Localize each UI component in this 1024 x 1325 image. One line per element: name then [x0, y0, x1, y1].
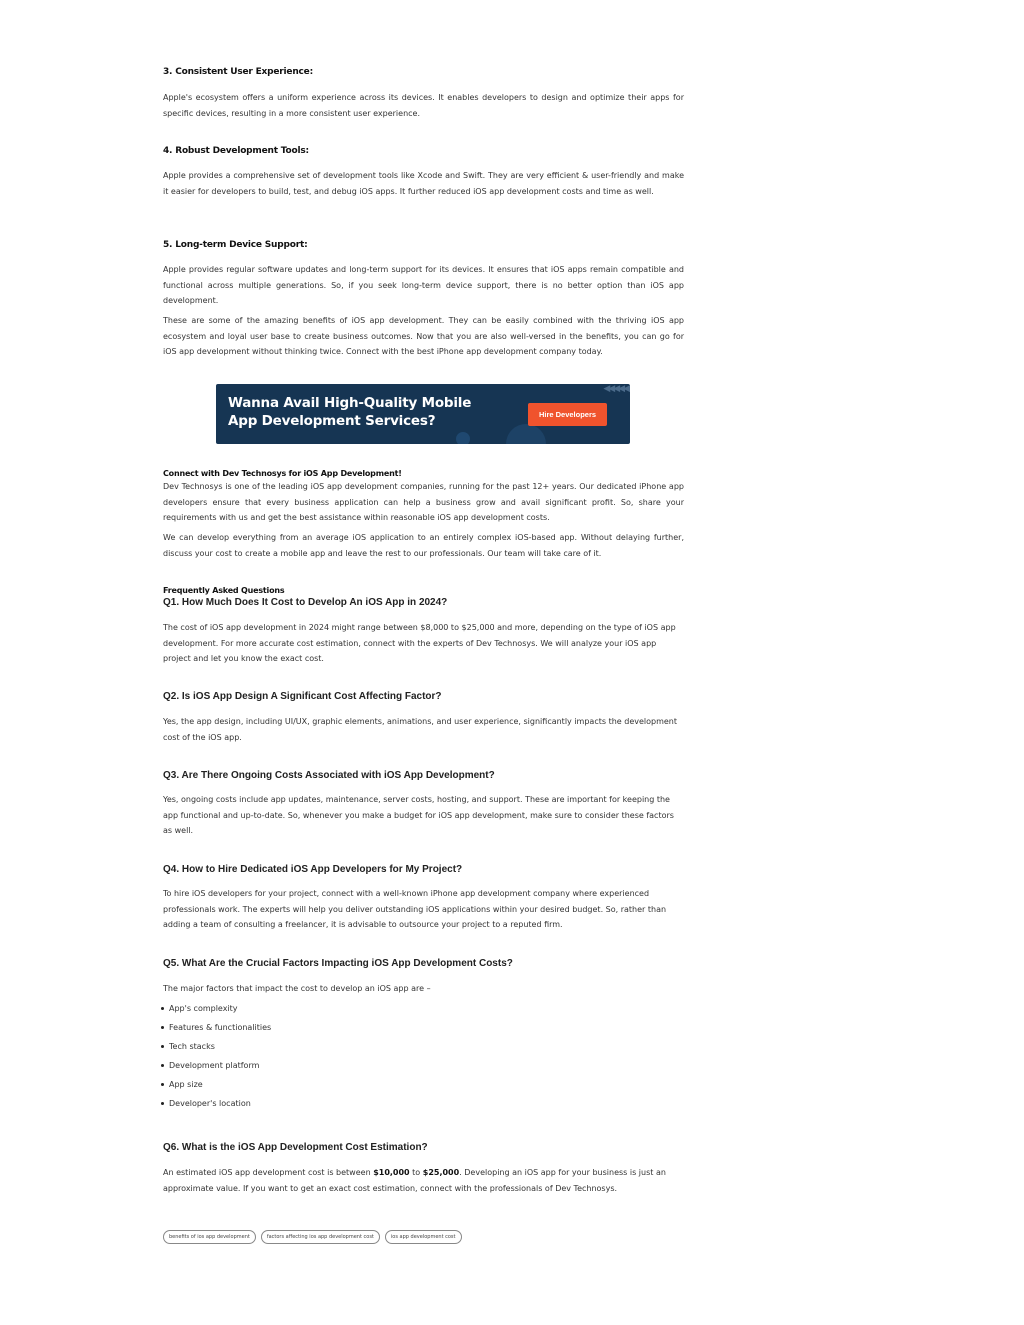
- faq-question-1: Q1. How Much Does It Cost to Develop An iOS App in 2024?: [163, 597, 448, 608]
- list-item: Developer's location: [163, 1098, 271, 1117]
- banner-title-line-2: App Development Services?: [228, 413, 436, 429]
- connect-heading: Connect with Dev Technosys for iOS App Development!: [163, 469, 402, 478]
- section-heading-dev-tools: 4. Robust Development Tools:: [163, 146, 309, 156]
- list-item: Tech stacks: [163, 1041, 271, 1060]
- banner-title-line-1: Wanna Avail High-Quality Mobile: [228, 395, 472, 411]
- tag-factors[interactable]: factors affecting ios app development cost: [261, 1230, 380, 1244]
- faq-question-3: Q3. Are There Ongoing Costs Associated with iOS App Development?: [163, 770, 495, 781]
- faq-answer-4: To hire iOS developers for your project, connect with a well-known iPhone app development company where experienced professionals work. The experts will help you deliver outstanding iOS applications within your desired budget. So, rather than adding a team of consulting a freelancer, it is advisable to outsource your project to a reputed firm.: [163, 889, 667, 929]
- faq-question-5: Q5. What Are the Crucial Factors Impacting iOS App Development Costs?: [163, 958, 513, 969]
- connect-text-1: Dev Technosys is one of the leading iOS app development companies, running for the past 12+ years. Our dedicated iPhone app developers ensure that every business application can help a business grow and avail significant profit. So, share your requirements with us and get the best assistance within reasonable iOS app development costs.: [163, 482, 684, 522]
- section-text-dev-tools: Apple provides a comprehensive set of development tools like Xcode and Swift. They are very efficient & user-friendly and make it easier for developers to build, test, and debug iOS apps. It further reduced iOS app development costs and time as well.: [163, 171, 684, 196]
- list-item: App size: [163, 1079, 271, 1098]
- amount-low: $10,000: [373, 1168, 410, 1177]
- connect-text-2: We can develop everything from an average iOS application to an entirely complex iOS-based app. Without delaying further, discuss your cost to create a mobile app and leave the rest to our professionals. Our team will take care of it.: [163, 533, 684, 558]
- list-item: App's complexity: [163, 1003, 271, 1022]
- faq-answer-5-intro: The major factors that impact the cost to develop an iOS app are –: [163, 984, 431, 993]
- section-heading-device-support: 5. Long-term Device Support:: [163, 240, 308, 250]
- faq-question-4: Q4. How to Hire Dedicated iOS App Developers for My Project?: [163, 864, 463, 875]
- list-item: Development platform: [163, 1060, 271, 1079]
- section-text-consistent-ux: Apple's ecosystem offers a uniform experience across its devices. It enables developers to design and optimize their apps for specific devices, resulting in a more consistent user experience.: [163, 93, 684, 118]
- answer-6-part-a: An estimated iOS app development cost is between: [163, 1168, 374, 1177]
- arrows-decoration-icon: ◀◀◀◀◀: [603, 384, 628, 394]
- amount-high: $25,000: [422, 1168, 460, 1177]
- list-item: Features & functionalities: [163, 1022, 271, 1041]
- section-heading-consistent-ux: 3. Consistent User Experience:: [163, 67, 313, 77]
- tag-benefits[interactable]: benefits of ios app development: [163, 1230, 256, 1244]
- answer-6-part-c: . Developing an iOS app for your business is just an approximate value. If you want to get an exact cost estimation, connect with the professionals of Dev Technosys.: [163, 1168, 666, 1193]
- benefits-summary-text: These are some of the amazing benefits of iOS app development. They can be easily combined with the thriving iOS app ecosystem and loyal user base to create business outcomes. Now that you are also well-versed in the benefits, you can go for iOS app development without thinking twice. Connect with the best iPhone app development company today.: [163, 316, 684, 356]
- faq-answer-2: Yes, the app design, including UI/UX, graphic elements, animations, and user experience, significantly impacts the development cost of the iOS app.: [163, 717, 678, 742]
- factors-list: [163, 1003, 271, 1117]
- faq-heading: Frequently Asked Questions: [163, 586, 285, 595]
- tag-list: [163, 1230, 462, 1244]
- faq-answer-3: Yes, ongoing costs include app updates, maintenance, server costs, hosting, and support. These are important for keeping the app functional and up-to-date. So, whenever you make a budget for iOS app development, make sure to consider these factors as well.: [163, 795, 674, 835]
- faq-question-6: Q6. What is the iOS App Development Cost Estimation?: [163, 1142, 428, 1153]
- answer-6-part-b: to: [409, 1168, 423, 1177]
- faq-answer-1: The cost of iOS app development in 2024 might range between $8,000 to $25,000 and more, depending on the type of iOS app development. For more accurate cost estimation, connect with the experts of Dev Technosys. We will analyze your iOS app project and let you know the exact cost.: [163, 623, 676, 663]
- hire-developers-button[interactable]: Hire Developers: [528, 403, 607, 426]
- tag-cost[interactable]: ios app development cost: [385, 1230, 462, 1244]
- faq-answer-6: [163, 1165, 684, 1196]
- section-text-device-support: Apple provides regular software updates and long-term support for its devices. It ensures that iOS apps remain compatible and functional across multiple generations. So, if you seek long-term device support, there is no better option than iOS app development.: [163, 265, 684, 305]
- banner-decoration: [456, 432, 470, 444]
- hire-developers-banner[interactable]: [216, 384, 630, 444]
- banner-decoration: [506, 424, 546, 444]
- faq-question-2: Q2. Is iOS App Design A Significant Cost Affecting Factor?: [163, 691, 442, 702]
